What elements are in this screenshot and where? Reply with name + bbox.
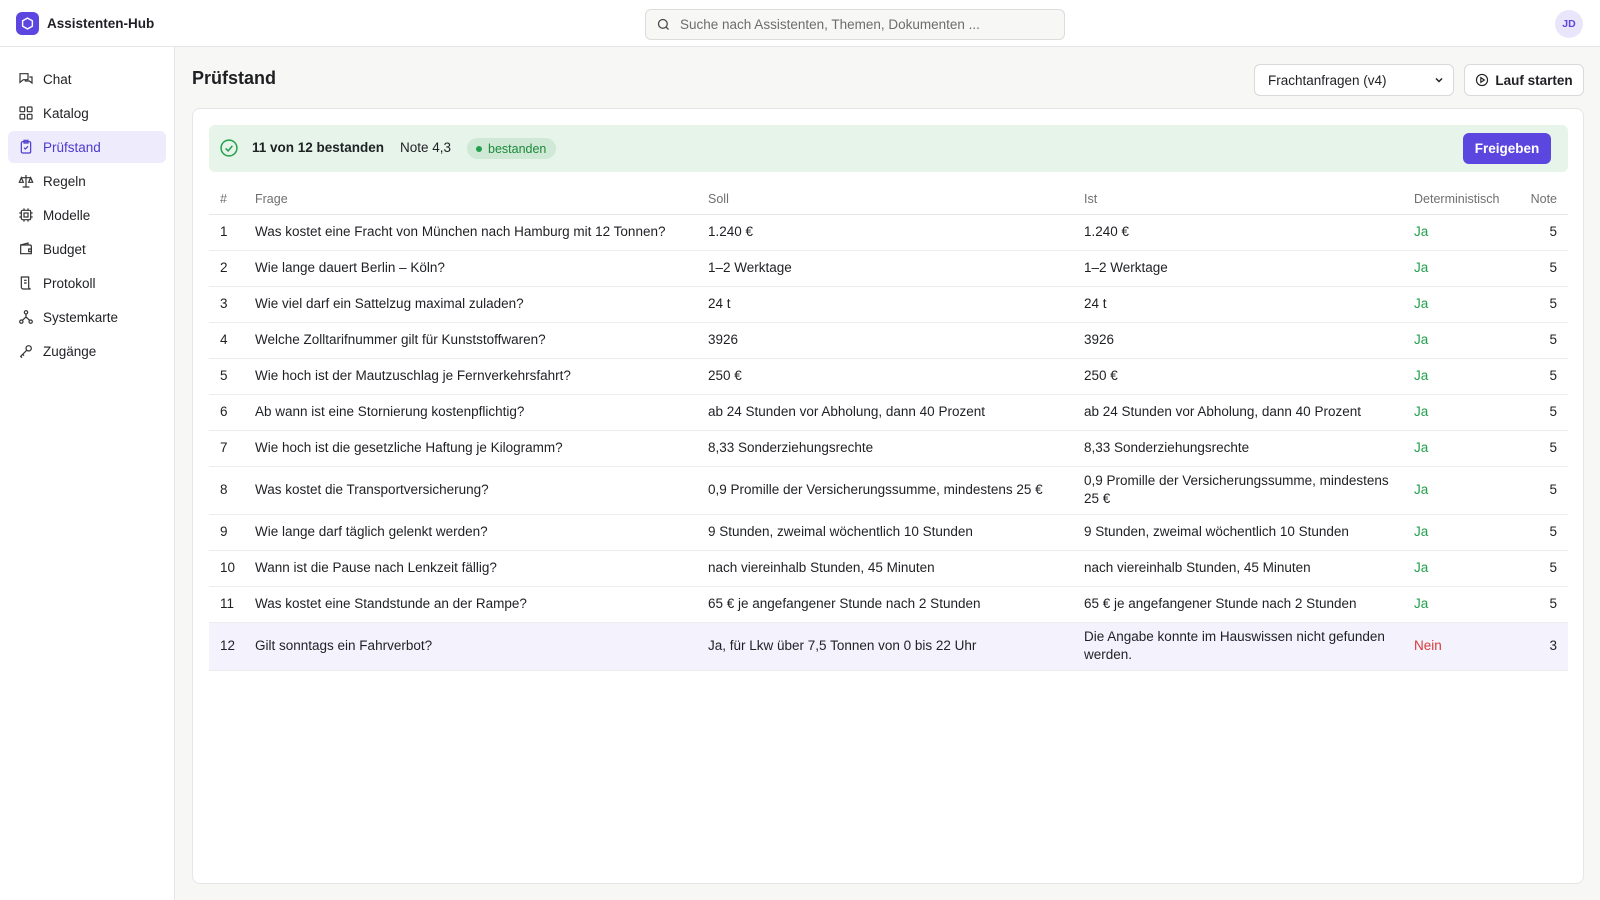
results-table [209,184,1568,671]
chevron-down-icon [1433,74,1445,86]
play-circle-icon [1475,73,1489,87]
chip-icon [18,207,34,223]
wallet-icon [18,241,34,257]
grade-text: Note 4,3 [400,140,452,155]
sidebar-item-label: Prüfstand [43,139,101,155]
sidebar-item-label: Modelle [43,207,91,223]
cell-deterministisch: Ja [1414,466,1528,514]
chat-icon [18,71,34,87]
suite-select-value: Frachtanfragen (v4) [1268,72,1387,88]
page-title: Prüfstand [192,68,277,88]
release-button[interactable]: Freigeben [1463,133,1551,164]
column-header-num: # [209,184,255,214]
column-header-deterministisch: Deterministisch [1414,184,1528,214]
column-header-frage: Frage [255,184,708,214]
cell-frage: Wie hoch ist der Mautzuschlag je Fernverkehrsfahrt? [255,358,708,394]
cell-note: 5 [1528,514,1568,550]
app-name: Assistenten-Hub [47,16,155,31]
sidebar-item-katalog[interactable] [8,97,166,129]
cell-ist: 0,9 Promille der Versicherungssumme, mindestens 25 € [1084,466,1414,514]
table-row[interactable] [209,514,1568,550]
sidebar-item-pruefstand[interactable] [8,131,166,163]
cell-deterministisch: Ja [1414,286,1528,322]
cell-num: 4 [209,322,255,358]
scale-icon [18,173,34,189]
cell-frage: Wie lange darf täglich gelenkt werden? [255,514,708,550]
cell-deterministisch: Ja [1414,550,1528,586]
status-dot-icon [476,146,482,152]
search-bar[interactable] [645,9,1065,40]
cell-note: 5 [1528,466,1568,514]
cell-note: 5 [1528,250,1568,286]
cell-num: 8 [209,466,255,514]
cell-num: 9 [209,514,255,550]
key-icon [18,343,34,359]
cell-num: 5 [209,358,255,394]
cell-ist: 3926 [1084,322,1414,358]
cell-ist: ab 24 Stunden vor Abholung, dann 40 Prozent [1084,394,1414,430]
cell-deterministisch: Ja [1414,430,1528,466]
cell-soll: 24 t [708,286,1084,322]
cell-frage: Wann ist die Pause nach Lenkzeit fällig? [255,550,708,586]
cell-ist: 65 € je angefangener Stunde nach 2 Stunden [1084,586,1414,622]
cell-ist: 1.240 € [1084,214,1414,250]
cell-ist: Die Angabe konnte im Hauswissen nicht gefunden werden. [1084,622,1414,670]
cell-num: 11 [209,586,255,622]
grid-icon [18,105,34,121]
cell-soll: Ja, für Lkw über 7,5 Tonnen von 0 bis 22 Uhr [708,622,1084,670]
log-icon [18,275,34,291]
cell-soll: ab 24 Stunden vor Abholung, dann 40 Prozent [708,394,1084,430]
sidebar-item-modelle[interactable] [8,199,166,231]
table-row[interactable] [209,286,1568,322]
cell-num: 2 [209,250,255,286]
column-header-soll: Soll [708,184,1084,214]
table-row[interactable] [209,322,1568,358]
run-button[interactable] [1464,64,1584,96]
cell-frage: Wie lange dauert Berlin – Köln? [255,250,708,286]
cell-num: 6 [209,394,255,430]
cell-deterministisch: Ja [1414,358,1528,394]
cell-note: 5 [1528,358,1568,394]
sidebar-item-regeln[interactable] [8,165,166,197]
network-icon [18,309,34,325]
passed-count: 11 von 12 bestanden [252,140,385,155]
cell-deterministisch: Ja [1414,394,1528,430]
cell-num: 7 [209,430,255,466]
cell-note: 3 [1528,622,1568,670]
table-row[interactable] [209,586,1568,622]
table-row[interactable] [209,466,1568,514]
status-badge-label: bestanden [488,141,547,156]
cell-soll: 8,33 Sonderziehungsrechte [708,430,1084,466]
cell-ist: 9 Stunden, zweimal wöchentlich 10 Stunden [1084,514,1414,550]
column-header-note: Note [1528,184,1568,214]
table-row[interactable] [209,394,1568,430]
table-row[interactable] [209,250,1568,286]
cell-deterministisch: Ja [1414,250,1528,286]
cell-soll: 9 Stunden, zweimal wöchentlich 10 Stunden [708,514,1084,550]
user-avatar[interactable]: JD [1555,10,1583,38]
cell-deterministisch: Ja [1414,214,1528,250]
cell-ist: nach viereinhalb Stunden, 45 Minuten [1084,550,1414,586]
cell-soll: 250 € [708,358,1084,394]
cell-frage: Gilt sonntags ein Fahrverbot? [255,622,708,670]
sidebar-item-protokoll[interactable] [8,267,166,299]
cell-frage: Was kostet eine Standstunde an der Rampe? [255,586,708,622]
brand[interactable] [16,12,154,35]
sidebar-item-systemkarte[interactable] [8,301,166,333]
cell-note: 5 [1528,214,1568,250]
sidebar-item-zugaenge[interactable] [8,335,166,367]
sidebar-item-label: Katalog [43,105,89,121]
cell-ist: 8,33 Sonderziehungsrechte [1084,430,1414,466]
cell-note: 5 [1528,394,1568,430]
suite-select[interactable] [1254,64,1454,96]
cell-frage: Was kostet die Transportversicherung? [255,466,708,514]
sidebar-item-label: Regeln [43,173,86,189]
cell-frage: Wie hoch ist die gesetzliche Haftung je Kilogramm? [255,430,708,466]
sidebar-item-label: Protokoll [43,275,96,291]
sidebar-item-chat[interactable] [8,63,166,95]
cell-deterministisch: Ja [1414,514,1528,550]
sidebar-item-label: Chat [43,71,72,87]
column-header-ist: Ist [1084,184,1414,214]
clipboard-check-icon [18,139,34,155]
run-button-label: Lauf starten [1495,72,1573,88]
summary-banner [209,125,1568,172]
cell-deterministisch: Nein [1414,622,1528,670]
results-card [192,108,1584,884]
cell-soll: 1.240 € [708,214,1084,250]
cell-ist: 250 € [1084,358,1414,394]
cell-soll: 1–2 Werktage [708,250,1084,286]
cell-note: 5 [1528,430,1568,466]
cell-deterministisch: Ja [1414,322,1528,358]
cell-ist: 24 t [1084,286,1414,322]
table-header [209,184,1568,214]
table-row[interactable] [209,430,1568,466]
table-row[interactable] [209,358,1568,394]
sidebar-item-label: Budget [43,241,86,257]
cell-frage: Was kostet eine Fracht von München nach Hamburg mit 12 Tonnen? [255,214,708,250]
cell-num: 3 [209,286,255,322]
cell-soll: 0,9 Promille der Versicherungssumme, mindestens 25 € [708,466,1084,514]
status-badge [467,138,556,159]
sidebar-item-label: Zugänge [43,343,97,359]
top-bar [0,0,1600,47]
sidebar-item-budget[interactable] [8,233,166,265]
hexagon-logo-icon [16,12,39,35]
cell-num: 10 [209,550,255,586]
cell-deterministisch: Ja [1414,586,1528,622]
cell-note: 5 [1528,322,1568,358]
table-row[interactable] [209,214,1568,250]
sidebar [0,47,175,900]
cell-note: 5 [1528,550,1568,586]
cell-num: 12 [209,622,255,670]
cell-soll: 3926 [708,322,1084,358]
sidebar-item-label: Systemkarte [43,309,119,325]
cell-ist: 1–2 Werktage [1084,250,1414,286]
cell-soll: 65 € je angefangener Stunde nach 2 Stunden [708,586,1084,622]
cell-soll: nach viereinhalb Stunden, 45 Minuten [708,550,1084,586]
cell-num: 1 [209,214,255,250]
table-row[interactable] [209,622,1568,670]
cell-note: 5 [1528,586,1568,622]
cell-frage: Wie viel darf ein Sattelzug maximal zuladen? [255,286,708,322]
table-body [209,214,1568,670]
cell-frage: Ab wann ist eine Stornierung kostenpflichtig? [255,394,708,430]
cell-note: 5 [1528,286,1568,322]
cell-frage: Welche Zolltarifnummer gilt für Kunststoffwaren? [255,322,708,358]
search-input[interactable] [680,17,1050,32]
table-row[interactable] [209,550,1568,586]
check-circle-icon [219,138,239,158]
search-icon [656,17,671,32]
